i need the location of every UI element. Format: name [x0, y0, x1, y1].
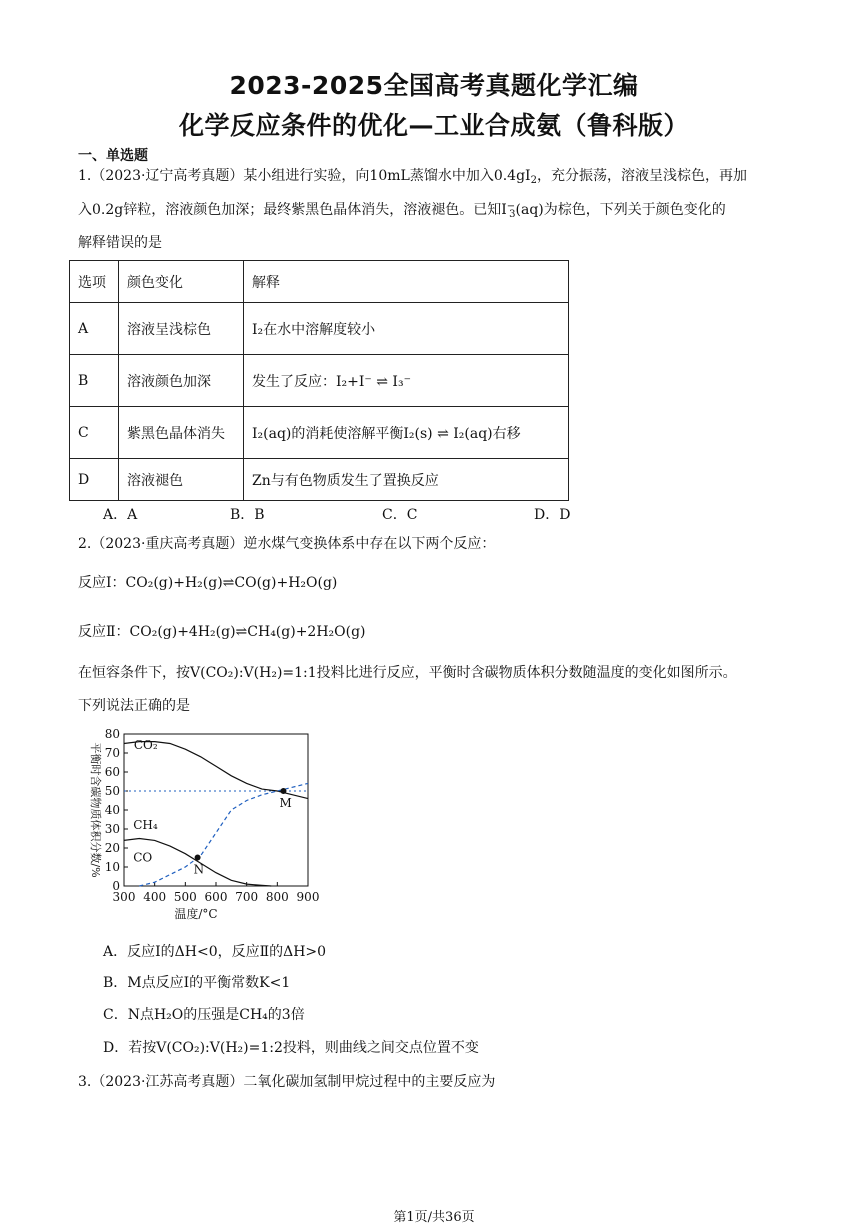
x-tick-label: 500 [173, 890, 197, 904]
q2-chart-svg [76, 724, 326, 934]
x-tick-label: 300 [112, 890, 136, 904]
table-cell-explain: I₂在水中溶解度较小 [244, 303, 569, 355]
q1-stem-line3: 解释错误的是 [78, 235, 162, 251]
y-tick-label: 10 [104, 860, 120, 874]
point-label: M [279, 796, 292, 810]
page-title: 2023-2025全国高考真题化学汇编 [229, 71, 639, 100]
q2-stem: 2.（2023·重庆高考真题）逆水煤气变换体系中存在以下两个反应： [78, 536, 496, 552]
y-tick-label: 20 [104, 841, 120, 855]
table-header-cell: 颜色变化 [119, 261, 244, 303]
table-cell-explain: Zn与有色物质发生了置换反应 [244, 459, 569, 501]
q2-option-c[interactable]: C．N点H₂O的压强是CH₄的3倍 [103, 1007, 305, 1023]
series-label: CH₄ [133, 818, 158, 832]
q1-choice-b[interactable]: B．B [230, 507, 265, 523]
q1-option-table [69, 260, 569, 501]
table-cell-explain: 发生了反应：I₂+I⁻ ⇌ I₃⁻ [244, 355, 569, 407]
q2-option-b[interactable]: B．M点反应Ⅰ的平衡常数K<1 [103, 975, 291, 991]
q1-choice-a[interactable]: A．A [103, 507, 138, 523]
q1-choice-c[interactable]: C．C [382, 507, 418, 523]
q2-chart [76, 724, 326, 934]
table-header-cell: 解释 [244, 261, 569, 303]
data-point [280, 788, 286, 794]
table-cell-change: 溶液褪色 [119, 459, 244, 501]
series-label: CO₂ [133, 738, 158, 753]
q2-reaction-2: 反应Ⅱ：CO₂(g)+4H₂(g)⇌CH₄(g)+2H₂O(g) [78, 624, 366, 640]
y-tick-label: 40 [104, 803, 120, 817]
table-header-row [70, 261, 569, 303]
table-row [70, 355, 569, 407]
y-tick-label: 60 [104, 765, 120, 779]
data-point [195, 855, 201, 861]
table-cell-change: 紫黑色晶体消失 [119, 407, 244, 459]
q1-stem-line2: 入0.2g锌粒，溶液颜色加深；最终紫黑色晶体消失，溶液褪色。已知$I^-_3(aq)$为棕色，下列关于颜色变化的 [78, 201, 726, 220]
q3-stem: 3.（2023·江苏高考真题）二氧化碳加氢制甲烷过程中的主要反应为 [78, 1074, 496, 1090]
x-tick-label: 700 [235, 890, 259, 904]
y-tick-label: 70 [104, 746, 120, 760]
y-tick-label: 50 [104, 784, 120, 798]
page-subtitle: 化学反应条件的优化—工业合成氨（鲁科版） [178, 111, 689, 140]
table-row [70, 303, 569, 355]
point-label: N [193, 862, 205, 877]
x-axis-label: 温度/°C [174, 907, 218, 921]
x-tick-label: 600 [204, 890, 228, 904]
q2-condition-line1: 在恒容条件下，按V(CO₂):V(H₂)=1:1投料比进行反应，平衡时含碳物质体积分数随温度的变化如图所示。 [78, 665, 737, 681]
q2-reaction-1: 反应Ⅰ：CO₂(g)+H₂(g)⇌CO(g)+H₂O(g) [78, 575, 338, 591]
table-row [70, 459, 569, 501]
table-header-cell: 选项 [70, 261, 119, 303]
q1-choice-d[interactable]: D．D [534, 507, 571, 523]
q1-stem-line1: 1.（2023·辽宁高考真题）某小组进行实验，向10mL蒸馏水中加入$0.4gI_2$，充分振荡，溶液呈浅棕色，再加 [78, 168, 747, 186]
table-cell-option: C [70, 407, 119, 459]
q2-option-d[interactable]: D．若按V(CO₂):V(H₂)=1:2投料，则曲线之间交点位置不变 [103, 1040, 479, 1056]
y-tick-label: 30 [104, 822, 120, 836]
table-cell-option: D [70, 459, 119, 501]
x-tick-label: 400 [143, 890, 167, 904]
y-axis-label: 平衡时含碳物质体积分数/% [89, 742, 102, 878]
q2-option-a[interactable]: A．反应Ⅰ的ΔH<0，反应Ⅱ的ΔH>0 [103, 944, 327, 960]
table-cell-explain: I₂(aq)的消耗使溶解平衡I₂(s) ⇌ I₂(aq)右移 [244, 407, 569, 459]
y-tick-label: 0 [112, 879, 120, 893]
x-tick-label: 900 [296, 890, 320, 904]
q2-condition-line2: 下列说法正确的是 [78, 698, 190, 714]
x-tick-label: 800 [265, 890, 289, 904]
table-cell-change: 溶液呈浅棕色 [119, 303, 244, 355]
y-tick-label: 80 [104, 727, 120, 741]
table-row [70, 407, 569, 459]
table-cell-change: 溶液颜色加深 [119, 355, 244, 407]
series-label: CO [133, 850, 153, 865]
section-heading: 一、单选题 [78, 148, 148, 164]
table-cell-option: A [70, 303, 119, 355]
page-footer: 第1页/共36页 [393, 1210, 475, 1225]
table-cell-option: B [70, 355, 119, 407]
